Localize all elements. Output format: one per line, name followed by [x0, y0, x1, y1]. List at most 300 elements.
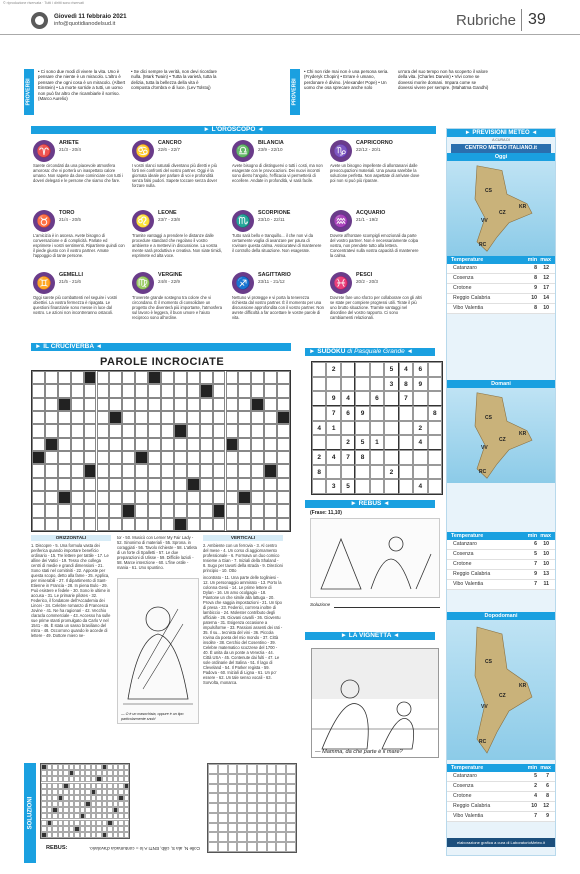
crossword-cell	[122, 384, 135, 397]
solution-sudoku-cell	[286, 803, 296, 813]
solution-sudoku-cell	[247, 764, 257, 774]
sudoku-cell: 9	[355, 406, 369, 421]
solution-sudoku-cell	[228, 774, 238, 784]
crossword-cell	[71, 451, 84, 464]
solution-sudoku-cell	[237, 803, 247, 813]
crossword-cell	[213, 478, 226, 491]
map-city-label: CS	[485, 187, 492, 194]
sudoku-cell: 6	[341, 406, 355, 421]
crossword-cell	[45, 478, 58, 491]
sudoku-cell: 3	[326, 479, 340, 494]
sudoku-cell: 5	[341, 479, 355, 494]
solution-sudoku-cell	[208, 764, 218, 774]
crossword-cell	[148, 518, 161, 531]
sudoku-cell: 9	[413, 377, 427, 392]
solution-sudoku-cell	[267, 774, 277, 784]
crossword-cell	[97, 384, 110, 397]
rebus-solution-label: Soluzione	[310, 602, 331, 607]
sudoku-cell	[384, 435, 398, 450]
crossword-cell	[213, 384, 226, 397]
cancer-icon: ♋	[132, 140, 154, 162]
crossword-cell	[58, 398, 71, 411]
sudoku-cell	[384, 406, 398, 421]
crossword-cell	[161, 478, 174, 491]
crossword-cell	[58, 478, 71, 491]
sudoku-cell: 8	[399, 377, 413, 392]
sudoku-cell	[341, 465, 355, 480]
temp-list-domani	[447, 540, 555, 590]
sudoku-cell	[312, 435, 326, 450]
crossword-cell	[135, 518, 148, 531]
crossword-cell	[226, 398, 239, 411]
sudoku-cell: 8	[312, 465, 326, 480]
sudoku-cell: 3	[384, 377, 398, 392]
crossword-cell	[148, 478, 161, 491]
solution-sudoku-cell	[257, 764, 267, 774]
sudoku-cell: 2	[384, 465, 398, 480]
solution-sudoku-cell	[247, 784, 257, 794]
solution-sudoku-cell	[208, 832, 218, 842]
crossword-cell	[109, 464, 122, 477]
sudoku-grid	[311, 361, 443, 495]
crossword-cell	[251, 491, 264, 504]
crossword-cell	[200, 464, 213, 477]
crossword-cell	[251, 384, 264, 397]
solution-sudoku-cell	[237, 784, 247, 794]
libra-icon: ♎	[232, 140, 254, 162]
crossword-cell	[45, 451, 58, 464]
crossword-cell	[277, 424, 290, 437]
crossword-cell	[71, 464, 84, 477]
crossword-cell	[200, 451, 213, 464]
crossword-cell	[122, 371, 135, 384]
sudoku-cell	[399, 450, 413, 465]
sudoku-cell: 7	[326, 406, 340, 421]
soluzioni-label: SOLUZIONI	[27, 796, 34, 830]
crossword-cell	[277, 518, 290, 531]
crossword-cell	[174, 518, 187, 531]
solution-sudoku-cell	[208, 784, 218, 794]
solution-sudoku-cell	[276, 813, 286, 823]
crossword-cell	[32, 518, 45, 531]
crossword-cell	[58, 518, 71, 531]
verticali-heading: VERTICALI	[203, 535, 283, 541]
crossword-cell	[264, 518, 277, 531]
crossword-cell	[148, 464, 161, 477]
crossword-cell	[45, 504, 58, 517]
crossword-cell	[148, 424, 161, 437]
crossword-cell	[45, 438, 58, 451]
crossword-cell	[84, 398, 97, 411]
crossword-cell	[71, 518, 84, 531]
map-city-label: VV	[481, 704, 488, 710]
crossword-cell	[187, 424, 200, 437]
rebus-illustration	[310, 518, 440, 598]
copyright-note: © riproduzione riservata · Tutti i diritti sono riservati	[3, 1, 84, 5]
sudoku-cell	[413, 406, 427, 421]
crossword-cell	[161, 424, 174, 437]
crossword-cell	[238, 491, 251, 504]
sudoku-cell	[341, 377, 355, 392]
crossword-cell	[161, 438, 174, 451]
solution-sudoku-cell	[276, 793, 286, 803]
sudoku-cell	[428, 362, 442, 377]
solution-sudoku-cell	[267, 764, 277, 774]
crossword-cell	[161, 371, 174, 384]
sudoku-cell	[428, 421, 442, 436]
solution-sudoku-cell	[276, 832, 286, 842]
crossword-cell	[71, 438, 84, 451]
crossword-cell	[71, 411, 84, 424]
crossword-cell	[148, 438, 161, 451]
sudoku-cell	[428, 450, 442, 465]
crossword-cell	[32, 384, 45, 397]
crossword-cell	[97, 518, 110, 531]
sudoku-cell: 4	[399, 362, 413, 377]
leo-icon: ♌	[132, 210, 154, 232]
crossword-cell	[277, 398, 290, 411]
crossword-cell	[109, 438, 122, 451]
solution-sudoku-cell	[267, 823, 277, 833]
sudoku-cell: 6	[413, 362, 427, 377]
sudoku-cell	[384, 391, 398, 406]
crossword-cell	[251, 411, 264, 424]
crossword-cell	[277, 478, 290, 491]
crossword-cell	[187, 384, 200, 397]
map-calabria-dopodomani	[447, 620, 555, 760]
crossword-cell	[264, 398, 277, 411]
crossword-cell	[277, 384, 290, 397]
crossword-cell	[45, 424, 58, 437]
vignetta-illustration	[311, 648, 439, 758]
crossword-cell	[213, 438, 226, 451]
sudoku-cell	[370, 377, 384, 392]
crossword-cell	[148, 411, 161, 424]
solution-sudoku-cell	[237, 764, 247, 774]
solution-sudoku-cell	[247, 813, 257, 823]
solution-sudoku-cell	[218, 764, 228, 774]
crossword-cell	[135, 411, 148, 424]
crossword-cell	[58, 384, 71, 397]
crossword-cell	[213, 411, 226, 424]
crossword-cell	[135, 384, 148, 397]
header-email: info@quotidianodelsud.it	[54, 21, 116, 27]
crossword-cell	[251, 438, 264, 451]
crossword-cell	[109, 411, 122, 424]
crossword-cell	[58, 451, 71, 464]
crossword-cell	[264, 478, 277, 491]
crossword-cell	[135, 464, 148, 477]
crossword-cell	[264, 411, 277, 424]
crossword-cell	[238, 411, 251, 424]
solution-sudoku-cell	[257, 774, 267, 784]
solution-sudoku-cell	[237, 813, 247, 823]
solution-sudoku-cell	[267, 793, 277, 803]
crossword-cell	[109, 398, 122, 411]
city-row: Reggio Calabria 10 12	[447, 802, 555, 812]
puzzle-title: PAROLE INCROCIATE	[100, 356, 225, 368]
crossword-cell	[84, 504, 97, 517]
crossword-cell	[148, 398, 161, 411]
crossword-cell	[226, 491, 239, 504]
meteo-day-oggi: Oggi	[447, 153, 555, 161]
crossword-cell	[84, 371, 97, 384]
sudoku-cell	[355, 479, 369, 494]
crossword-cell	[148, 504, 161, 517]
crossword-cell	[174, 464, 187, 477]
crossword-cell	[109, 424, 122, 437]
sudoku-cell	[384, 450, 398, 465]
crossword-cell	[277, 464, 290, 477]
sudoku-cell	[370, 421, 384, 436]
crossword-cell	[226, 464, 239, 477]
crossword-cell	[135, 504, 148, 517]
crossword-cell	[174, 451, 187, 464]
crossword-cell	[187, 518, 200, 531]
crossword-cell	[58, 464, 71, 477]
solution-sudoku-cell	[267, 842, 277, 852]
map-calabria-domani	[447, 388, 555, 483]
solution-sudoku-cell	[286, 793, 296, 803]
temp-list-oggi	[447, 264, 555, 314]
crossword-cell	[213, 424, 226, 437]
crossword-cell	[122, 424, 135, 437]
solution-sudoku-cell	[208, 842, 218, 852]
proverbi-label-right: PROVERBI	[292, 78, 299, 106]
crossword-cell	[200, 411, 213, 424]
temp-list-dopodomani	[447, 772, 555, 822]
sudoku-cell	[312, 406, 326, 421]
sudoku-cell	[428, 391, 442, 406]
crossword-cell	[200, 371, 213, 384]
sudoku-cell	[341, 421, 355, 436]
solution-sudoku-cell	[237, 793, 247, 803]
crossword-cell	[45, 464, 58, 477]
crossword-cell	[122, 491, 135, 504]
crossword-cell	[238, 464, 251, 477]
orizzontali-heading: ORIZZONTALI	[31, 535, 111, 541]
meteo-brand: CENTRO METEO ITALIANO.it	[451, 144, 551, 153]
solution-sudoku-cell	[237, 832, 247, 842]
crossword-cell	[148, 451, 161, 464]
city-row: Catanzaro 5 7	[447, 772, 555, 782]
city-row: Crotone 4 8	[447, 792, 555, 802]
crossword-cell	[251, 398, 264, 411]
crossword-cell	[226, 451, 239, 464]
sudoku-cell	[370, 362, 384, 377]
solution-sudoku-cell	[228, 784, 238, 794]
solution-sudoku-cell	[286, 774, 296, 784]
temp-header-dopodomani: Temperature min max	[447, 764, 555, 772]
crossword-cell	[226, 424, 239, 437]
crossword-cell	[84, 411, 97, 424]
sudoku-cell	[326, 435, 340, 450]
crossword-cell	[251, 371, 264, 384]
crossword-cell	[277, 411, 290, 424]
map-city-label: KR	[519, 430, 527, 437]
sudoku-cell: 4	[326, 450, 340, 465]
crossword-cell	[97, 438, 110, 451]
sudoku-cell	[355, 465, 369, 480]
crossword-cell	[251, 424, 264, 437]
sudoku-cell: 5	[384, 362, 398, 377]
crossword-cell	[58, 424, 71, 437]
crossword-cell	[238, 424, 251, 437]
solution-sudoku-grid	[207, 763, 297, 853]
solution-sudoku-cell	[218, 832, 228, 842]
sudoku-cell	[312, 377, 326, 392]
vignetta-title: ► LA VIGNETTA ◄	[305, 632, 435, 640]
map-city-label: RC	[479, 739, 487, 745]
crossword-cell	[58, 504, 71, 517]
proverbi-left-col2: • Se dici sempre la verità, non devi ricordare nulla. (Mark Twain) • Tutta la varietà, tutta la delizia, tutta la bellezza della vita è composta d'ombra e di luce. (Lev Tolstoj)	[131, 69, 217, 91]
crossword-cell	[45, 371, 58, 384]
sudoku-cell	[428, 465, 442, 480]
crossword-cell	[238, 384, 251, 397]
aquarius-icon: ♒	[330, 210, 352, 232]
crossword-cell	[200, 478, 213, 491]
crossword-cell	[71, 384, 84, 397]
sudoku-cell	[312, 391, 326, 406]
solution-sudoku-cell	[237, 774, 247, 784]
crossword-cell	[264, 424, 277, 437]
solution-sudoku-cell	[218, 813, 228, 823]
crossword-cell	[97, 424, 110, 437]
map-city-label: VV	[481, 445, 488, 451]
crossword-cell	[213, 451, 226, 464]
city-row: Crotone 7 10	[447, 560, 555, 570]
crossword-cell	[264, 371, 277, 384]
sudoku-cell	[355, 377, 369, 392]
crossword-cell	[187, 464, 200, 477]
sudoku-cell: 5	[355, 435, 369, 450]
meteo-title: ► PREVISIONI METEO ◄	[447, 129, 555, 137]
crossword-cell	[174, 504, 187, 517]
aries-icon: ♈	[33, 140, 55, 162]
solution-sudoku-cell	[208, 793, 218, 803]
crossword-cell	[174, 491, 187, 504]
sudoku-cell	[428, 435, 442, 450]
sudoku-cell	[384, 421, 398, 436]
crossword-cell	[109, 478, 122, 491]
crossword-cell	[264, 491, 277, 504]
crossword-cell	[238, 518, 251, 531]
crossword-cell	[264, 451, 277, 464]
crossword-cell	[135, 371, 148, 384]
scorpio-icon: ♏	[232, 210, 254, 232]
crossword-cell	[213, 398, 226, 411]
crossword-cell	[97, 504, 110, 517]
solution-crossword-grid	[40, 763, 130, 839]
solution-sudoku-cell	[257, 803, 267, 813]
solution-sudoku-cell	[247, 774, 257, 784]
crossword-cell	[187, 451, 200, 464]
crossword-cell	[97, 451, 110, 464]
sudoku-cell	[326, 377, 340, 392]
solution-sudoku-cell	[286, 813, 296, 823]
sudoku-cell: 7	[341, 450, 355, 465]
crossword-cell	[174, 384, 187, 397]
crossword-cell	[45, 491, 58, 504]
crossword-grid	[31, 370, 291, 532]
sudoku-cell	[312, 362, 326, 377]
crossword-cell	[161, 518, 174, 531]
crossword-cell	[58, 438, 71, 451]
sudoku-cell: 1	[370, 435, 384, 450]
crossword-cell	[264, 384, 277, 397]
crossword-cell	[277, 491, 290, 504]
sudoku-cell	[370, 406, 384, 421]
solution-sudoku-cell	[247, 793, 257, 803]
sudoku-cell	[384, 479, 398, 494]
map-city-label: CZ	[499, 437, 506, 444]
sudoku-cell: 2	[326, 362, 340, 377]
crossword-cell	[238, 478, 251, 491]
sudoku-cell: 4	[413, 479, 427, 494]
crossword-cell	[213, 371, 226, 384]
crossword-cell	[200, 491, 213, 504]
solution-sudoku-cell	[257, 813, 267, 823]
map-city-label: RC	[479, 241, 487, 248]
solution-sudoku-cell	[286, 832, 296, 842]
verticali-clues: 2. Ambiente con un ferrovia - 3. Al centro del mese - 4. Un corso di aggiornamento professionale - 6. Formava un duo comico Insieme a Gian - 7. Iniziali della Shaland - 8. Sugo per tavorti della strada - 9. Direzioni principio - 10. Otto	[203, 543, 283, 573]
crossword-cell	[84, 478, 97, 491]
crossword-cell	[122, 518, 135, 531]
crossword-cell	[161, 504, 174, 517]
solution-sudoku-cell	[286, 784, 296, 794]
crossword-cell	[97, 398, 110, 411]
crossword-cell	[97, 411, 110, 424]
solution-sudoku-cell	[228, 832, 238, 842]
rebus-title: ► REBUS ◄	[305, 500, 435, 508]
crossword-cell	[97, 371, 110, 384]
crossword-cell	[32, 478, 45, 491]
crossword-cell	[84, 438, 97, 451]
crossword-cell	[122, 398, 135, 411]
solution-sudoku-cell	[218, 774, 228, 784]
sudoku-cell: 8	[428, 406, 442, 421]
sudoku-cell	[399, 479, 413, 494]
solution-sudoku-cell	[218, 842, 228, 852]
crossword-cell	[226, 518, 239, 531]
sudoku-cell: 6	[370, 391, 384, 406]
crossword-cell	[32, 451, 45, 464]
meteo-credits: elaborazione grafica a cura di LaboratorioMeteo.it	[447, 838, 555, 847]
crossword-cell	[32, 411, 45, 424]
page-number: 39	[528, 11, 546, 28]
solution-sudoku-cell	[267, 803, 277, 813]
solution-sudoku-cell	[286, 823, 296, 833]
crossword-cell	[277, 438, 290, 451]
solution-sudoku-cell	[247, 832, 257, 842]
crossword-cell	[32, 398, 45, 411]
crossword-cell	[122, 504, 135, 517]
crossword-cell	[84, 518, 97, 531]
crossword-cell	[109, 518, 122, 531]
crossword-cell	[277, 451, 290, 464]
sudoku-cell	[399, 435, 413, 450]
crossword-cell	[122, 464, 135, 477]
crossword-cell	[251, 451, 264, 464]
crossword-cell	[109, 371, 122, 384]
crossword-cell	[148, 491, 161, 504]
solution-sudoku-cell	[237, 842, 247, 852]
crossword-cell	[238, 504, 251, 517]
city-row: Catanzaro 6 10	[447, 540, 555, 550]
city-row: Vibo Valentia 8 10	[447, 304, 555, 314]
solution-sudoku-cell	[247, 823, 257, 833]
oroscopo-title: ► L'OROSCOPO ◄	[31, 126, 436, 134]
